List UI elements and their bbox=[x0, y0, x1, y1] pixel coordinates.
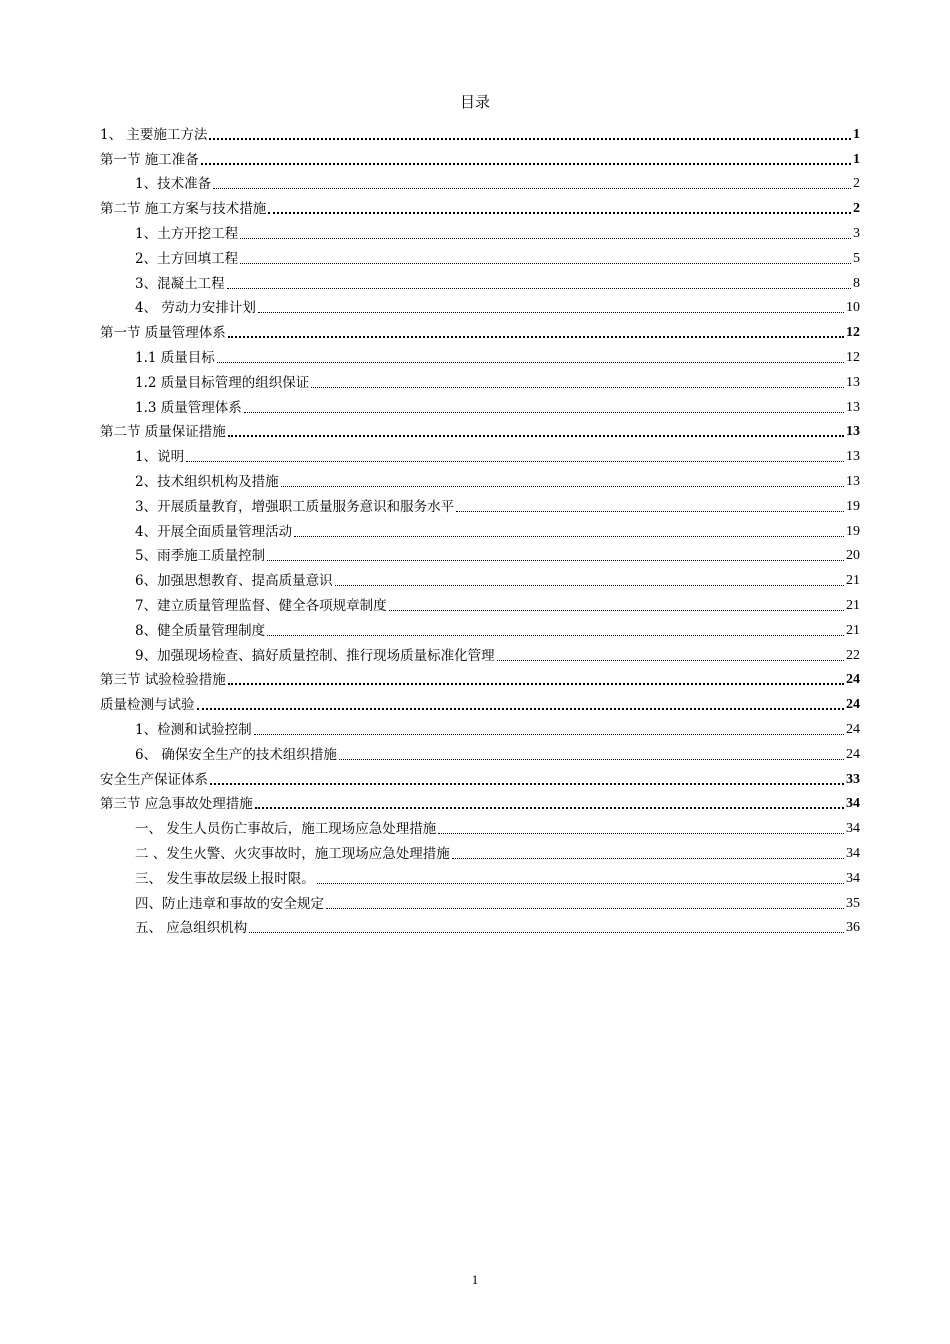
toc-entry-label: 1、说明 bbox=[135, 449, 185, 466]
toc-entry-label: 第三节 试验检验措施 bbox=[100, 672, 226, 689]
toc-entry-label: 1.3 质量管理体系 bbox=[135, 399, 242, 416]
toc-entry-page: 34 bbox=[846, 845, 860, 861]
toc-entry-label: 四、防止违章和事故的安全规定 bbox=[135, 895, 324, 912]
dot-leader bbox=[209, 138, 851, 140]
toc-entry[interactable] bbox=[100, 863, 860, 888]
toc-entry-page: 19 bbox=[846, 498, 860, 514]
toc-entry-label: 二 、发生火警、火灾事故时，施工现场应急处理措施 bbox=[135, 845, 450, 862]
toc-entry[interactable] bbox=[100, 565, 860, 590]
toc-entry[interactable] bbox=[100, 466, 860, 491]
toc-entry-label: 5、雨季施工质量控制 bbox=[135, 548, 266, 565]
toc-entry-page: 34 bbox=[846, 821, 860, 837]
toc-entry-page: 22 bbox=[846, 647, 860, 663]
dot-leader bbox=[197, 708, 845, 710]
toc-entry-page: 35 bbox=[846, 895, 860, 911]
toc-entry-page: 24 bbox=[846, 721, 860, 737]
toc-entry-page: 3 bbox=[853, 225, 860, 241]
toc-entry-label: 1.1 质量目标 bbox=[135, 349, 215, 366]
toc-entry-label: 第一节 施工准备 bbox=[100, 151, 199, 168]
toc-entry-page: 2 bbox=[853, 201, 860, 217]
dot-leader bbox=[240, 263, 851, 264]
toc-entry-page: 24 bbox=[846, 672, 860, 688]
dot-leader bbox=[255, 807, 844, 809]
dot-leader bbox=[339, 759, 844, 760]
dot-leader bbox=[267, 560, 844, 561]
toc-entry-page: 13 bbox=[846, 449, 860, 465]
toc-entry-page: 24 bbox=[846, 697, 860, 713]
toc-entry-page: 34 bbox=[846, 796, 860, 812]
dot-leader bbox=[228, 683, 844, 685]
dot-leader bbox=[240, 238, 851, 239]
toc-entry-label: 6、 确保安全生产的技术组织措施 bbox=[135, 746, 337, 763]
toc-entry-page: 12 bbox=[846, 349, 860, 365]
toc-entry[interactable] bbox=[100, 665, 860, 690]
toc-entry[interactable] bbox=[100, 764, 860, 789]
toc-entry-label: 7、建立质量管理监督、健全各项规章制度 bbox=[135, 597, 387, 614]
dot-leader bbox=[389, 610, 844, 611]
toc-entry-label: 1、 主要施工方法 bbox=[100, 126, 208, 143]
dot-leader bbox=[201, 163, 851, 165]
dot-leader bbox=[228, 435, 844, 437]
toc-entry-label: 安全生产保证体系 bbox=[100, 771, 208, 788]
toc-entry-label: 9、加强现场检查、搞好质量控制、推行现场质量标准化管理 bbox=[135, 647, 495, 664]
dot-leader bbox=[438, 833, 844, 834]
toc-entry[interactable] bbox=[100, 813, 860, 838]
toc-entry-page: 12 bbox=[846, 325, 860, 341]
toc-entry-label: 第一节 质量管理体系 bbox=[100, 325, 226, 342]
toc-entry-label: 3、混凝土工程 bbox=[135, 275, 225, 292]
toc-entry[interactable] bbox=[100, 838, 860, 863]
toc-entry[interactable] bbox=[100, 888, 860, 913]
dot-leader bbox=[227, 288, 851, 289]
toc-entry[interactable] bbox=[100, 392, 860, 417]
dot-leader bbox=[456, 511, 844, 512]
toc-entry-page: 21 bbox=[846, 622, 860, 638]
dot-leader bbox=[254, 734, 844, 735]
toc-entry[interactable] bbox=[100, 218, 860, 243]
dot-leader bbox=[244, 412, 844, 413]
dot-leader bbox=[311, 387, 844, 388]
toc-entry-page: 19 bbox=[846, 523, 860, 539]
toc-entry-page: 13 bbox=[846, 473, 860, 489]
dot-leader bbox=[452, 858, 844, 859]
toc-entry[interactable] bbox=[100, 243, 860, 268]
toc-entry-page: 2 bbox=[853, 176, 860, 192]
toc-entry-page: 21 bbox=[846, 573, 860, 589]
toc-entry-label: 五、 应急组织机构 bbox=[135, 920, 248, 937]
toc-entry-label: 第二节 施工方案与技术措施 bbox=[100, 201, 267, 218]
toc-entry-label: 6、加强思想教育、提高质量意识 bbox=[135, 573, 333, 590]
page-number: 1 bbox=[471, 1272, 479, 1287]
toc-entry[interactable] bbox=[100, 417, 860, 442]
toc-entry-label: 第三节 应急事故处理措施 bbox=[100, 796, 253, 813]
toc-entry[interactable] bbox=[100, 516, 860, 541]
toc-entry-label: 三、 发生事故层级上报时限。 bbox=[135, 870, 315, 887]
toc-entry-label: 2、技术组织机构及措施 bbox=[135, 473, 279, 490]
toc-entry-page: 1 bbox=[853, 126, 860, 142]
toc-entry[interactable] bbox=[100, 317, 860, 342]
dot-leader bbox=[281, 486, 844, 487]
dot-leader bbox=[497, 660, 844, 661]
dot-leader bbox=[228, 336, 844, 338]
dot-leader bbox=[186, 461, 844, 462]
document-title: 目录 bbox=[459, 93, 490, 111]
toc-entry[interactable] bbox=[100, 590, 860, 615]
dot-leader bbox=[267, 635, 844, 636]
toc-entry[interactable] bbox=[100, 714, 860, 739]
toc-entry[interactable] bbox=[100, 789, 860, 814]
toc-entry[interactable] bbox=[100, 268, 860, 293]
toc-entry-label: 一、 发生人员伤亡事故后，施工现场应急处理措施 bbox=[135, 821, 437, 838]
toc-entry-label: 1、检测和试验控制 bbox=[135, 721, 252, 738]
toc-entry-label: 4、 劳动力安排计划 bbox=[135, 300, 256, 317]
toc-entry-label: 第二节 质量保证措施 bbox=[100, 424, 226, 441]
toc-entry-label: 3、开展质量教育，增强职工质量服务意识和服务水平 bbox=[135, 498, 455, 515]
toc-entry[interactable] bbox=[100, 144, 860, 169]
toc-entry[interactable] bbox=[100, 615, 860, 640]
toc-entry-page: 36 bbox=[846, 920, 860, 936]
dot-leader bbox=[326, 908, 844, 909]
toc-entry[interactable] bbox=[100, 193, 860, 218]
toc-entry-page: 1 bbox=[853, 151, 860, 167]
toc-entry[interactable] bbox=[100, 640, 860, 665]
toc-entry-page: 8 bbox=[853, 275, 860, 291]
dot-leader bbox=[217, 362, 844, 363]
toc-entry[interactable] bbox=[100, 739, 860, 764]
toc-entry-page: 13 bbox=[846, 399, 860, 415]
toc-entry[interactable] bbox=[100, 491, 860, 516]
toc-entry-page: 13 bbox=[846, 424, 860, 440]
toc-entry-page: 24 bbox=[846, 746, 860, 762]
toc-entry-label: 2、土方回填工程 bbox=[135, 250, 239, 267]
toc-entry-page: 5 bbox=[853, 250, 860, 266]
toc-entry-page: 33 bbox=[846, 771, 860, 787]
toc-entry[interactable] bbox=[100, 169, 860, 194]
toc-entry-page: 21 bbox=[846, 597, 860, 613]
toc-entry[interactable] bbox=[100, 342, 860, 367]
toc-entry-label: 1、技术准备 bbox=[135, 176, 212, 193]
table-of-contents bbox=[100, 119, 860, 937]
toc-entry[interactable] bbox=[100, 119, 860, 144]
dot-leader bbox=[210, 783, 844, 785]
toc-entry-page: 10 bbox=[846, 300, 860, 316]
dot-leader bbox=[294, 536, 844, 537]
toc-entry-label: 4、开展全面质量管理活动 bbox=[135, 523, 293, 540]
dot-leader bbox=[213, 188, 851, 189]
toc-entry[interactable] bbox=[100, 367, 860, 392]
dot-leader bbox=[335, 585, 844, 586]
toc-entry-page: 13 bbox=[846, 374, 860, 390]
toc-entry-label: 质量检测与试验 bbox=[100, 697, 195, 714]
toc-entry-page: 20 bbox=[846, 548, 860, 564]
toc-entry[interactable] bbox=[100, 689, 860, 714]
toc-entry[interactable] bbox=[100, 913, 860, 938]
toc-entry-label: 1.2 质量目标管理的组织保证 bbox=[135, 374, 310, 391]
toc-entry[interactable] bbox=[100, 441, 860, 466]
toc-entry-page: 34 bbox=[846, 870, 860, 886]
toc-entry[interactable] bbox=[100, 541, 860, 566]
toc-entry-label: 8、健全质量管理制度 bbox=[135, 622, 266, 639]
dot-leader bbox=[268, 212, 851, 214]
toc-entry[interactable] bbox=[100, 293, 860, 318]
dot-leader bbox=[258, 312, 844, 313]
toc-entry-label: 1、土方开挖工程 bbox=[135, 225, 239, 242]
dot-leader bbox=[317, 883, 844, 884]
dot-leader bbox=[249, 932, 844, 933]
